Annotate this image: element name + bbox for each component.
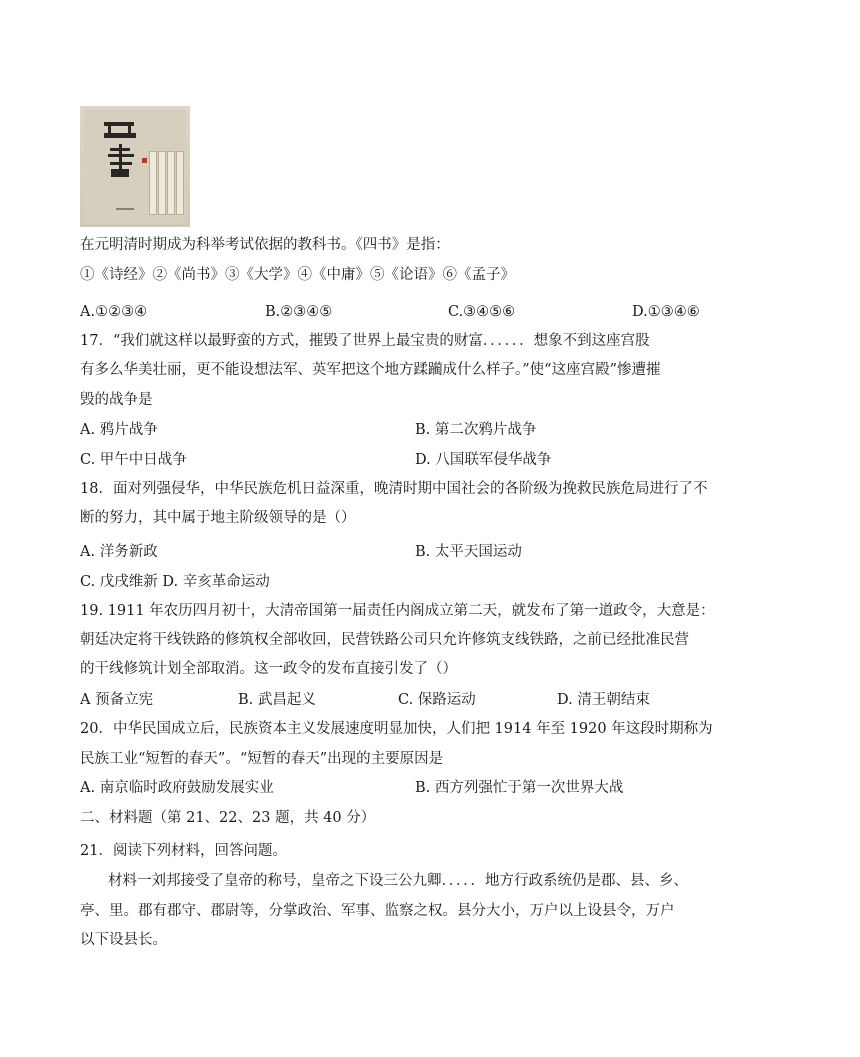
calligraphy-stroke bbox=[111, 169, 129, 177]
q19-option-b[interactable]: B. 武昌起义 bbox=[238, 692, 316, 708]
q16-option-d[interactable]: D.①③④⑥ bbox=[632, 304, 700, 320]
q18-option-a[interactable]: A. 洋务新政 bbox=[80, 544, 158, 560]
book-title-column bbox=[158, 151, 166, 215]
q16-option-a[interactable]: A.①②③④ bbox=[80, 304, 148, 320]
book-title-column bbox=[167, 151, 175, 215]
q18-stem-line2: 断的努力，其中属于地主阶级领导的是（） bbox=[80, 510, 356, 526]
q20-option-a[interactable]: A. 南京临时政府鼓励发展实业 bbox=[80, 780, 274, 796]
q20-stem-line1: 20．中华民国成立后，民族资本主义发展速度明显加快，人们把 1914 年至 1920 年这段时期称为 bbox=[80, 721, 713, 737]
q18-option-cd[interactable]: C. 戊戌维新 D. 辛亥革命运动 bbox=[80, 574, 270, 590]
calligraphy-stroke bbox=[108, 124, 111, 136]
q19-option-a[interactable]: A 预备立宪 bbox=[80, 692, 154, 708]
q20-option-b[interactable]: B. 西方列强忙于第一次世界大战 bbox=[415, 780, 624, 796]
q19-option-c[interactable]: C. 保路运动 bbox=[398, 692, 476, 708]
section-title: 二、材料题（第 21、22、23 题，共 40 分） bbox=[80, 810, 376, 826]
q18-stem-line1: 18．面对列强侵华，中华民族危机日益深重，晚清时期中国社会的各阶级为挽救民族危局进行了不 bbox=[80, 481, 708, 497]
q17-stem-line2: 有多么华美壮丽，更不能设想法军、英军把这个地方蹂躏成什么样子。”使“这座宫殿”惨遭摧 bbox=[80, 362, 661, 378]
q18-option-b[interactable]: B. 太平天国运动 bbox=[415, 544, 522, 560]
q17-option-a[interactable]: A. 鸦片战争 bbox=[80, 422, 158, 438]
q17-option-b[interactable]: B. 第二次鸦片战争 bbox=[415, 422, 537, 438]
q17-option-d[interactable]: D. 八国联军侵华战争 bbox=[415, 452, 552, 468]
q16-option-c[interactable]: C.③④⑤⑥ bbox=[448, 304, 516, 320]
book-cover-image bbox=[80, 106, 190, 227]
q17-stem-line3: 毁的战争是 bbox=[80, 392, 153, 408]
calligraphy-stroke bbox=[110, 162, 132, 165]
q20-stem-line2: 民族工业“短暂的春天”。“短暂的春天”出现的主要原因是 bbox=[80, 751, 444, 767]
q16-option-b[interactable]: B.②③④⑤ bbox=[265, 304, 333, 320]
publisher-mark bbox=[116, 208, 134, 210]
q19-stem-line2: 朝廷决定将干线铁路的修筑权全部收回，民营铁路公司只允许修筑支线铁路，之前已经批准民营 bbox=[80, 632, 689, 648]
calligraphy-stroke bbox=[128, 124, 131, 136]
q21-material-line1: 材料一刘邦接受了皇帝的称号，皇帝之下设三公九卿．．．．．地方行政系统仍是郡、县、乡、 bbox=[108, 873, 688, 889]
q17-option-c[interactable]: C. 甲午中日战争 bbox=[80, 452, 187, 468]
q19-option-d[interactable]: D. 清王朝结束 bbox=[557, 692, 650, 708]
q19-stem-line1: 19. 1911 年农历四月初十，大清帝国第一届责任内阁成立第二天，就发布了第一道政令，大意是： bbox=[80, 603, 715, 619]
q16-stem-line1: 在元明清时期成为科举考试依据的教科书。《四书》是指： bbox=[80, 237, 450, 253]
q21-material-line2: 亭、里。郡有郡守、郡尉等，分掌政治、军事、监察之权。县分大小，万户以上设县令，万户 bbox=[80, 903, 675, 919]
q19-stem-line3: 的干线修筑计划全部取消。这一政令的发布直接引发了（） bbox=[80, 661, 457, 677]
book-title-column bbox=[149, 151, 157, 215]
q16-stem-line2: ①《诗经》②《尚书》③《大学》④《中庸》⑤《论语》⑥《孟子》 bbox=[80, 267, 515, 283]
q17-stem-line1: 17．“我们就这样以最野蛮的方式，摧毁了世界上最宝贵的财富．．．．．．想象不到这座宫股 bbox=[80, 333, 650, 349]
q21-intro: 21．阅读下列材料，回答问题。 bbox=[80, 843, 287, 859]
q21-material-line3: 以下设县长。 bbox=[80, 932, 167, 948]
book-title-column bbox=[176, 151, 184, 215]
red-seal-stamp bbox=[142, 158, 147, 163]
